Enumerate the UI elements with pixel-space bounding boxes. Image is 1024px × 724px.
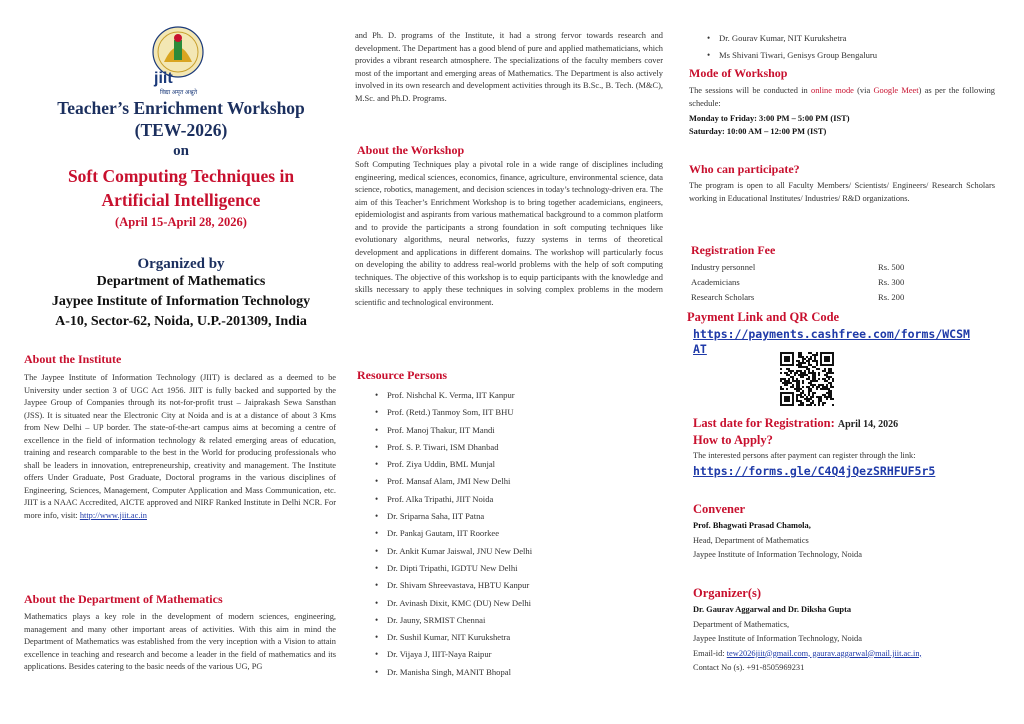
organizer-emails[interactable]: tew2026jiit@gmail.com, gaurav.aggarwal@mail.jiit.ac.in, — [726, 648, 922, 658]
resource-persons-list-continued — [687, 30, 997, 65]
fee-row — [691, 277, 921, 287]
resource-person-item: • Dr. Vijaya J, IIIT-Naya Raipur — [355, 646, 663, 663]
resource-person-item: • Dr. Ankit Kumar Jaiswal, JNU New Delhi — [355, 543, 663, 560]
jiit-website-link[interactable]: http://www.jiit.ac.in — [79, 510, 147, 520]
about-workshop-section — [355, 159, 663, 309]
department-name: Department of Mathematics — [96, 274, 266, 289]
organizers-heading: Organizer(s) — [693, 586, 762, 600]
convener-heading: Convener — [693, 502, 746, 516]
resource-person-item: • Dr. Dipti Tripathi, IGDTU New Delhi — [355, 560, 663, 577]
resource-person-item: • Dr. Sriparna Saha, IIT Patna — [355, 508, 663, 525]
deadline-label: Last date for Registration: — [693, 416, 835, 430]
how-to-apply-text: The interested persons after payment can register through the link: — [693, 451, 916, 460]
about-department-continued-section — [355, 30, 663, 105]
workshop-dates: (April 15-April 28, 2026) — [115, 215, 247, 229]
how-to-apply-heading: How to Apply? — [693, 433, 773, 447]
about-institute-text — [24, 372, 336, 522]
about-workshop-heading: About the Workshop — [357, 143, 465, 157]
mode-text-after: ) as per the following schedule: — [689, 86, 995, 108]
resource-person-item: • Dr. Pankaj Gautam, IIT Roorkee — [355, 525, 663, 542]
organizer-email-row — [693, 648, 997, 661]
payment-qr-code-icon[interactable] — [780, 352, 834, 406]
saturday-schedule: Saturday: 10:00 AM – 12:00 PM (IST) — [689, 126, 827, 136]
resource-person-item: • Dr. Jauny, SRMIST Chennai — [355, 612, 663, 629]
resource-person-item: • Dr. Sushil Kumar, NIT Kurukshetra — [355, 629, 663, 646]
convener-role: Head, Department of Mathematics — [693, 535, 809, 545]
fee-row — [691, 292, 921, 302]
registration-fee-heading: Registration Fee — [691, 243, 776, 257]
right-column — [687, 0, 997, 724]
deadline-date: April 14, 2026 — [837, 419, 899, 430]
deadline-row — [693, 416, 898, 431]
resource-person-item: • Dr. Gourav Kumar, NIT Kurukshetra — [687, 30, 997, 47]
resource-person-item: • Prof. Mansaf Alam, JMI New Delhi — [355, 473, 663, 490]
left-column — [22, 0, 340, 724]
middle-column — [355, 0, 663, 724]
resource-person-item: • Prof. Manoj Thakur, IIT Mandi — [355, 422, 663, 439]
institute-address: A-10, Sector-62, Noida, U.P.-201309, India — [55, 314, 307, 329]
logo-tagline: विद्या अमृत अश्नुते — [160, 90, 198, 96]
workshop-code: (TEW-2026) — [134, 120, 228, 140]
about-department-section — [24, 611, 336, 674]
fee-category: Academicians — [691, 277, 740, 287]
about-institute-body: The Jaypee Institute of Information Technology (JIIT) is declared as a deemed to be University under section 3 of UGC Act 1956. JIIT is fully backed and supported by the Jaypee Group of Companies through its not-for-profit trust – Jaiprakash Sewa Sansthan (JSS). It is situated near the Electronic City at Noida and is at a distance of about 3 Kms from New Delhi – UP border. The state-of-the-art campus aims at becoming a centre of excellence in the field of information technology & related emerging areas of education, training and research comparable to the best in the World for producing professionals who shall be leaders in innovation, entrepreneurship, creativity and management. The Institute offers Under Graduate, Post Graduate, Doctoral programs in the various disciplines of Engineering, Sciences, Management, Computer Application and Mass Communication, etc. JIIT is a NAAC Accredited, AICTE approved and NIRF Ranked Institute in Delhi NCR. For more info, visit: — [24, 373, 336, 520]
resource-person-item: • Prof. Alka Tripathi, JIIT Noida — [355, 491, 663, 508]
about-institute-section — [24, 372, 336, 522]
about-department-continued: and Ph. D. programs of the Institute, it had a strong fervor towards research and development. The Department has a good blend of pure and applied mathematicians, which provides a vibrant research atmosphere. The specializations of the faculty members cover most of the important and emerging areas of Mathematics. The Department is also actively involved in its own research and development activities through its B.Sc., B. Tech. (M&C), M.Sc. and Ph.D. Programs. — [355, 31, 663, 103]
resource-person-item: • Dr. Manisha Singh, MANIT Bhopal — [355, 664, 663, 681]
fee-category: Industry personnel — [691, 262, 756, 272]
resource-persons-list — [355, 387, 663, 681]
registration-form-link[interactable]: https://forms.gle/C4Q4jQezSRHFUF5r5 — [693, 464, 936, 478]
organizer-institute: Jaypee Institute of Information Technology, Noida — [693, 634, 862, 643]
about-department-heading: About the Department of Mathematics — [24, 592, 223, 606]
resource-persons-heading: Resource Persons — [357, 368, 448, 382]
resource-person-item: • Ms Shivani Tiwari, Genisys Group Bengaluru — [687, 47, 997, 64]
fee-amount: Rs. 500 — [878, 262, 905, 272]
about-department-body: Mathematics plays a key role in the development of modern sciences, engineering, management and many other important areas of activities. With this aim in mind the Department of Mathematics was established from the very inception with a Vision to attain excellence in teaching and research and become a leader in the field of mathematics and its applications. Besides catering to the basic needs of the various UG, PG — [24, 612, 336, 671]
participate-section — [689, 180, 995, 205]
workshop-title: Teacher’s Enrichment Workshop — [57, 98, 305, 118]
about-workshop-body: Soft Computing Techniques play a pivotal role in a wide range of disciplines including engineering, medical sciences, economics, finance, agriculture, environmental science, data science, robotics, management, and decision sciences in today’s technology-driven era. The aim of this Teacher’s Enrichment Workshop is to bring together academicians, engineers, epidemiologist and aspirants from various mathematical background to a common platform and to provide the participants a strong foundation in soft computing techniques like evolutionary algorithms, neural networks, fuzzy systems in terms of theoretical development and applications in different domains. The workshop will particularly focus on developing the ability to address real-world problems with the help of soft computing techniques. The objective of this workshop is to equip participants with the knowledge and skills necessary to apply these techniques in solving complex problems in the modern scientific and technological environment. — [355, 160, 663, 307]
mode-section — [689, 85, 995, 138]
mode-description — [689, 85, 995, 110]
organizers-section — [693, 604, 997, 675]
mode-heading: Mode of Workshop — [689, 66, 788, 80]
mode-text-mid: (via — [853, 86, 874, 95]
resource-person-item: • Dr. Avinash Dixit, KMC (DU) New Delhi — [355, 595, 663, 612]
organizer-names: Dr. Gaurav Aggarwal and Dr. Diksha Gupta — [693, 605, 852, 614]
email-label: Email-id: — [693, 648, 727, 658]
mode-text-before: The sessions will be conducted in — [689, 86, 812, 95]
organizer-department: Department of Mathematics, — [693, 619, 790, 629]
online-mode-text: online mode — [811, 86, 854, 95]
fee-amount: Rs. 200 — [878, 292, 905, 302]
weekday-schedule: Monday to Friday: 3:00 PM – 5:00 PM (IST) — [689, 114, 850, 123]
fee-row — [691, 262, 921, 272]
title-on: on — [173, 143, 189, 159]
payment-link-continued[interactable]: AT — [693, 342, 707, 356]
resource-person-item: • Prof. Nishchal K. Verma, IIT Kanpur — [355, 387, 663, 404]
resource-person-item: • Prof. Ziya Uddin, BML Munjal — [355, 456, 663, 473]
resource-person-item: • Dr. Shivam Shreevastava, HBTU Kanpur — [355, 577, 663, 594]
topic-line2: Artificial Intelligence — [101, 190, 261, 210]
participate-heading: Who can participate? — [689, 162, 800, 176]
payment-heading: Payment Link and QR Code — [687, 310, 840, 324]
fee-amount: Rs. 300 — [878, 277, 905, 287]
organizer-contact: Contact No (s). +91-8505969231 — [693, 663, 805, 672]
convener-section — [693, 520, 997, 562]
convener-name: Prof. Bhagwati Prasad Chamola, — [693, 521, 811, 530]
resource-person-item: • Prof. S. P. Tiwari, ISM Dhanbad — [355, 439, 663, 456]
topic-line1: Soft Computing Techniques in — [67, 166, 295, 186]
convener-institute: Jaypee Institute of Information Technology, Noida — [693, 550, 862, 559]
institute-name: Jaypee Institute of Information Technology — [51, 294, 311, 309]
payment-link[interactable]: https://payments.cashfree.com/forms/WCSM — [693, 327, 970, 341]
google-meet-text: Google Meet — [873, 86, 919, 95]
resource-person-item: • Prof. (Retd.) Tanmoy Som, IIT BHU — [355, 404, 663, 421]
participate-body: The program is open to all Faculty Members/ Scientists/ Engineers/ Research Scholars working in Educational Institutes/ Industries/ R&D organizations. — [689, 181, 995, 203]
logo-text: jiit — [154, 70, 173, 87]
fee-category: Research Scholars — [691, 292, 755, 302]
about-institute-heading: About the Institute — [24, 352, 122, 366]
organized-by: Organized by — [137, 256, 225, 272]
